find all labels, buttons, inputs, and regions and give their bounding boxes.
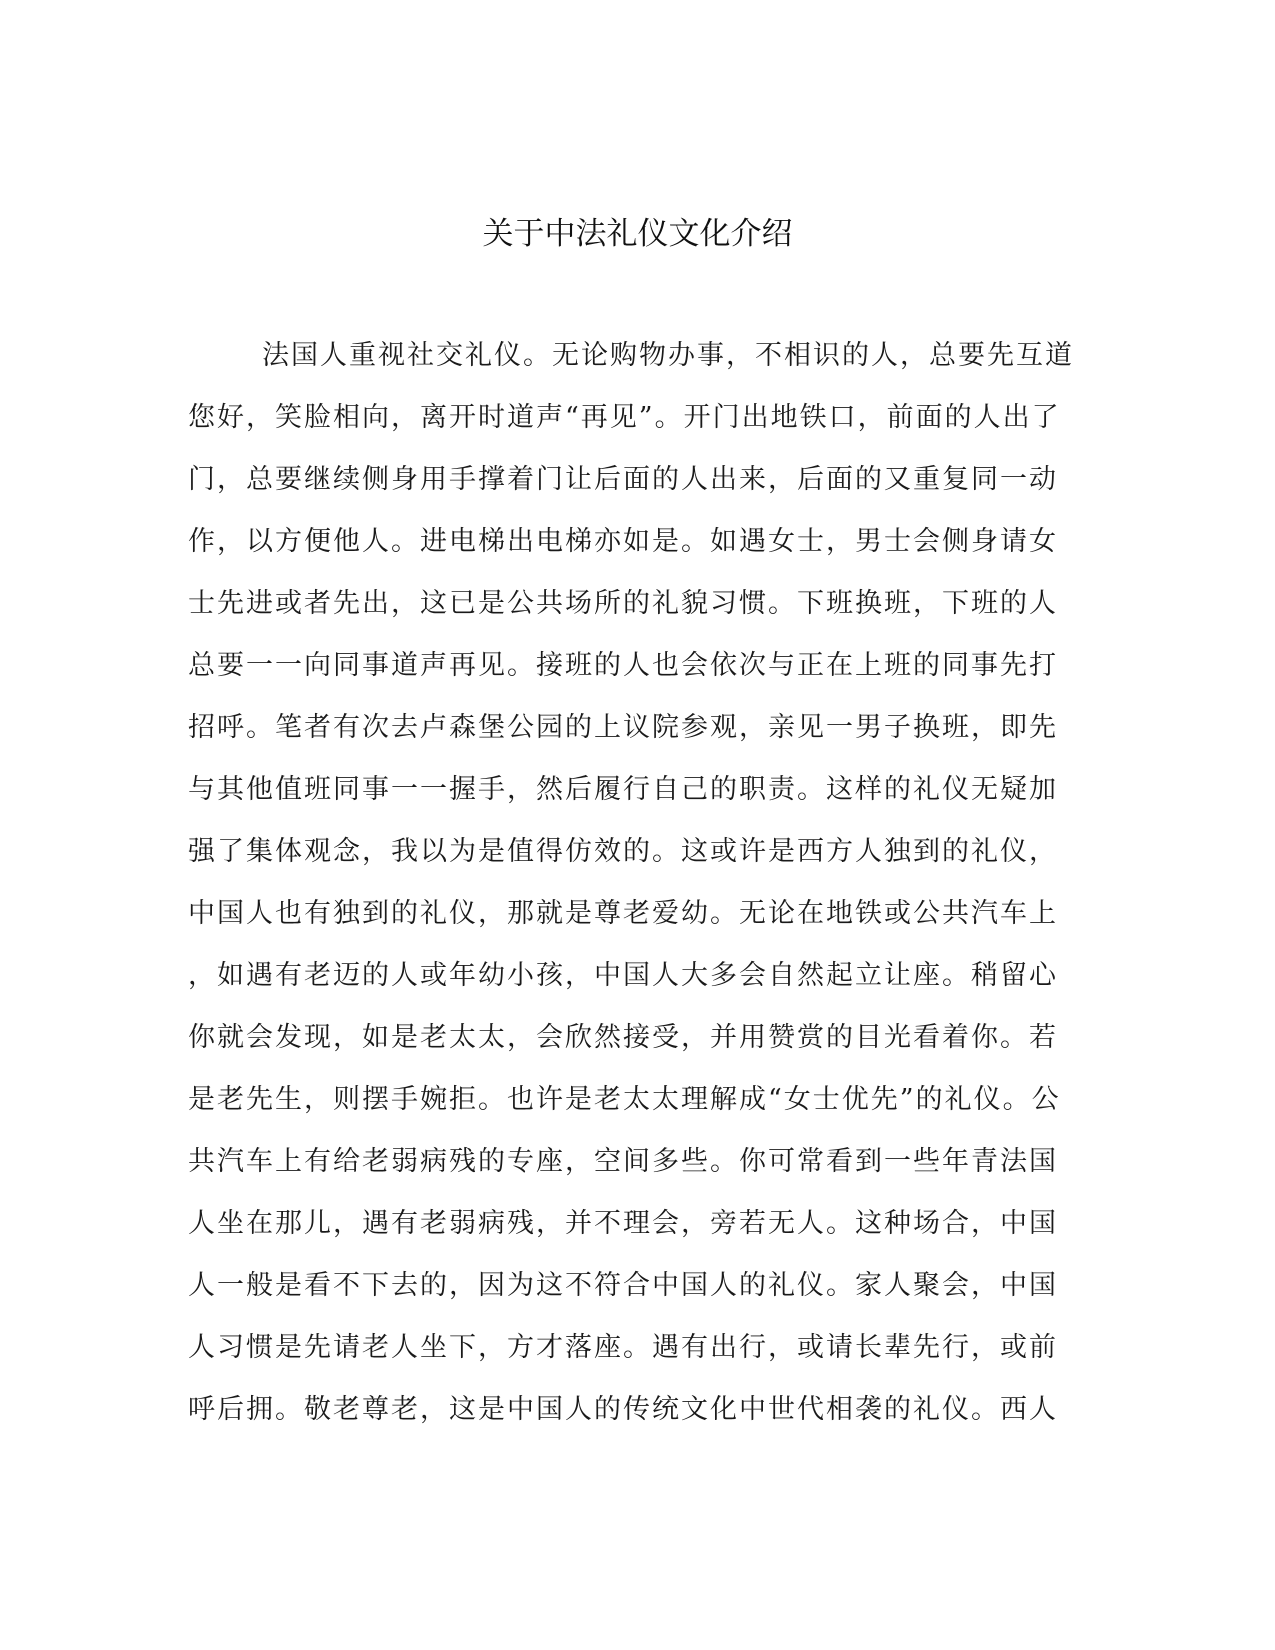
body-line: 作，以方便他人。进电梯出电梯亦如是。如遇女士，男士会侧身请女	[188, 526, 1058, 557]
body-line: 门，总要继续侧身用手撑着门让后面的人出来，后面的又重复同一动	[188, 464, 1058, 495]
body-line: 共汽车上有给老弱病残的专座，空间多些。你可常看到一些年青法国	[188, 1146, 1058, 1177]
body-line: 呼后拥。敬老尊老，这是中国人的传统文化中世代相袭的礼仪。西人	[188, 1394, 1058, 1425]
body-line: 与其他值班同事一一握手，然后履行自己的职责。这样的礼仪无疑加	[188, 774, 1058, 805]
body-line: 强了集体观念，我以为是值得仿效的。这或许是西方人独到的礼仪，	[188, 836, 1058, 867]
body-line: 总要一一向同事道声再见。接班的人也会依次与正在上班的同事先打	[188, 650, 1058, 681]
body-line: 人坐在那儿，遇有老弱病残，并不理会，旁若无人。这种场合，中国	[188, 1208, 1058, 1239]
body-line: 中国人也有独到的礼仪，那就是尊老爱幼。无论在地铁或公共汽车上	[188, 898, 1058, 929]
body-line: 人一般是看不下去的，因为这不符合中国人的礼仪。家人聚会，中国	[188, 1270, 1058, 1301]
body-line: 人习惯是先请老人坐下，方才落座。遇有出行，或请长辈先行，或前	[188, 1332, 1058, 1363]
document-body	[188, 325, 1074, 1441]
body-line: 招呼。笔者有次去卢森堡公园的上议院参观，亲见一男子换班，即先	[188, 712, 1058, 743]
body-line: ，如遇有老迈的人或年幼小孩，中国人大多会自然起立让座。稍留心	[188, 960, 1058, 991]
body-line: 士先进或者先出，这已是公共场所的礼貌习惯。下班换班，下班的人	[188, 588, 1058, 619]
body-line: 你就会发现，如是老太太，会欣然接受，并用赞赏的目光看着你。若	[188, 1022, 1058, 1053]
body-line: 法国人重视社交礼仪。无论购物办事，不相识的人，总要先互道	[262, 340, 1074, 371]
body-line: 是老先生，则摆手婉拒。也许是老太太理解成“女士优先”的礼仪。公	[188, 1084, 1061, 1115]
body-line: 您好，笑脸相向，离开时道声“再见”。开门出地铁口，前面的人出了	[188, 402, 1061, 433]
document-title: 关于中法礼仪文化介绍	[482, 216, 793, 252]
